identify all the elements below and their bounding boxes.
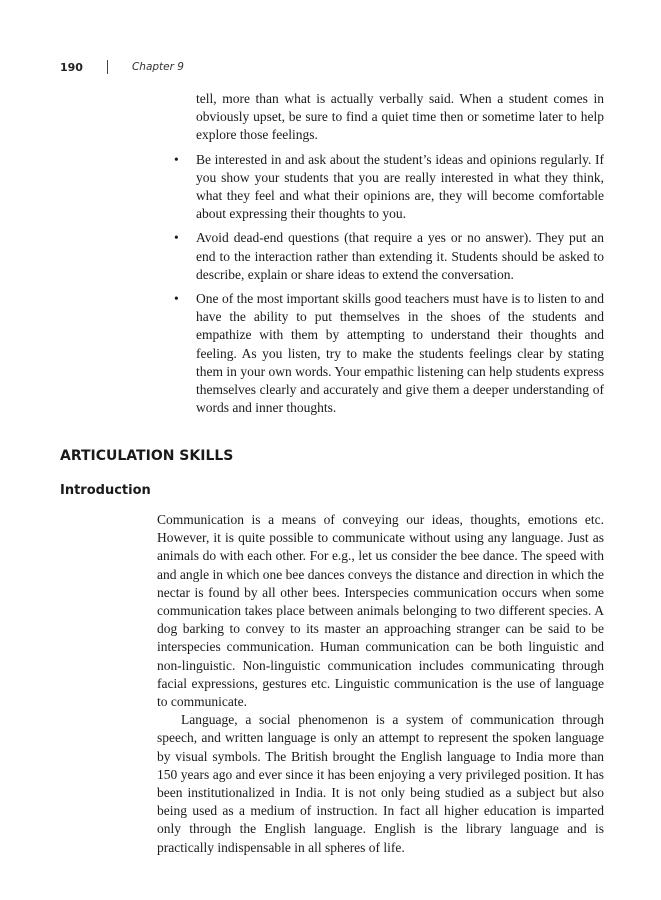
paragraph: Language, a social phenomenon is a system of communication through speech, and written language is only an attempt to represent the spoken language by visual symbols. The British brought the English language to India more than 150 years ago and ever since it has been enjoying a very privileged position. It has been institutionalized in India. It is not only being studied as a subject but also being used as a medium of instruction. In fact all higher education is imparted only through the English language. English is the library language and is practically indispensable in all spheres of life. xyxy=(157,712,604,855)
bullet-list xyxy=(174,90,604,423)
list-item xyxy=(174,229,604,284)
subsection-heading: Introduction xyxy=(60,483,151,498)
list-item xyxy=(174,290,604,417)
bullet-icon: • xyxy=(174,151,179,167)
list-item-text: Be interested in and ask about the student’s ideas and opinions regularly. If you show your students that you are really interested in what they think, what they feel and what their opinions are, they will become comfortable about expressing their thoughts to you. xyxy=(196,151,604,222)
list-item-text: Avoid dead-end questions (that require a yes or no answer). They put an end to the interaction rather than extending it. Students should be asked to describe, explain or share ideas to extend the conversation. xyxy=(196,230,604,282)
section-heading: ARTICULATION SKILLS xyxy=(60,448,234,464)
running-header xyxy=(60,58,184,76)
continued-text: tell, more than what is actually verbally said. When a student comes in obviously upset, be sure to find a quiet time then or sometime later to help explore those feelings. xyxy=(196,91,604,143)
header-divider xyxy=(107,60,108,74)
paragraph: Communication is a means of conveying our ideas, thoughts, emotions etc. However, it is quite possible to communicate without using any language. Just as animals do with each other. For e.g., let us consider the bee dance. The speed with and angle in which one bee dances conveys the distance and direction in which the nectar is found by all other bees. Interspecies communication occurs when some communication takes place between animals belonging to two different species. A dog barking to convey to its master an approaching stranger can be said to be interspecies communication. Human communication can be both linguistic and non-linguistic. Non-linguistic communication includes communicating through facial expressions, gestures etc. Linguistic communication is the use of language to communicate. xyxy=(157,512,604,710)
bullet-icon: • xyxy=(174,230,179,246)
bullet-icon: • xyxy=(174,291,179,307)
body-text xyxy=(157,511,604,857)
list-item xyxy=(174,151,604,224)
chapter-label: Chapter 9 xyxy=(131,61,184,73)
list-item-text: One of the most important skills good teachers must have is to listen to and have the ability to put themselves in the shoes of the students and empathize with them by attempting to understand their thoughts and feeling. As you listen, try to make the students feelings clear by stating them in your own words. Your empathic listening can help students express themselves clearly and accurately and give them a deeper understanding of words and inner thoughts. xyxy=(196,291,604,416)
page-number: 190 xyxy=(60,60,83,74)
